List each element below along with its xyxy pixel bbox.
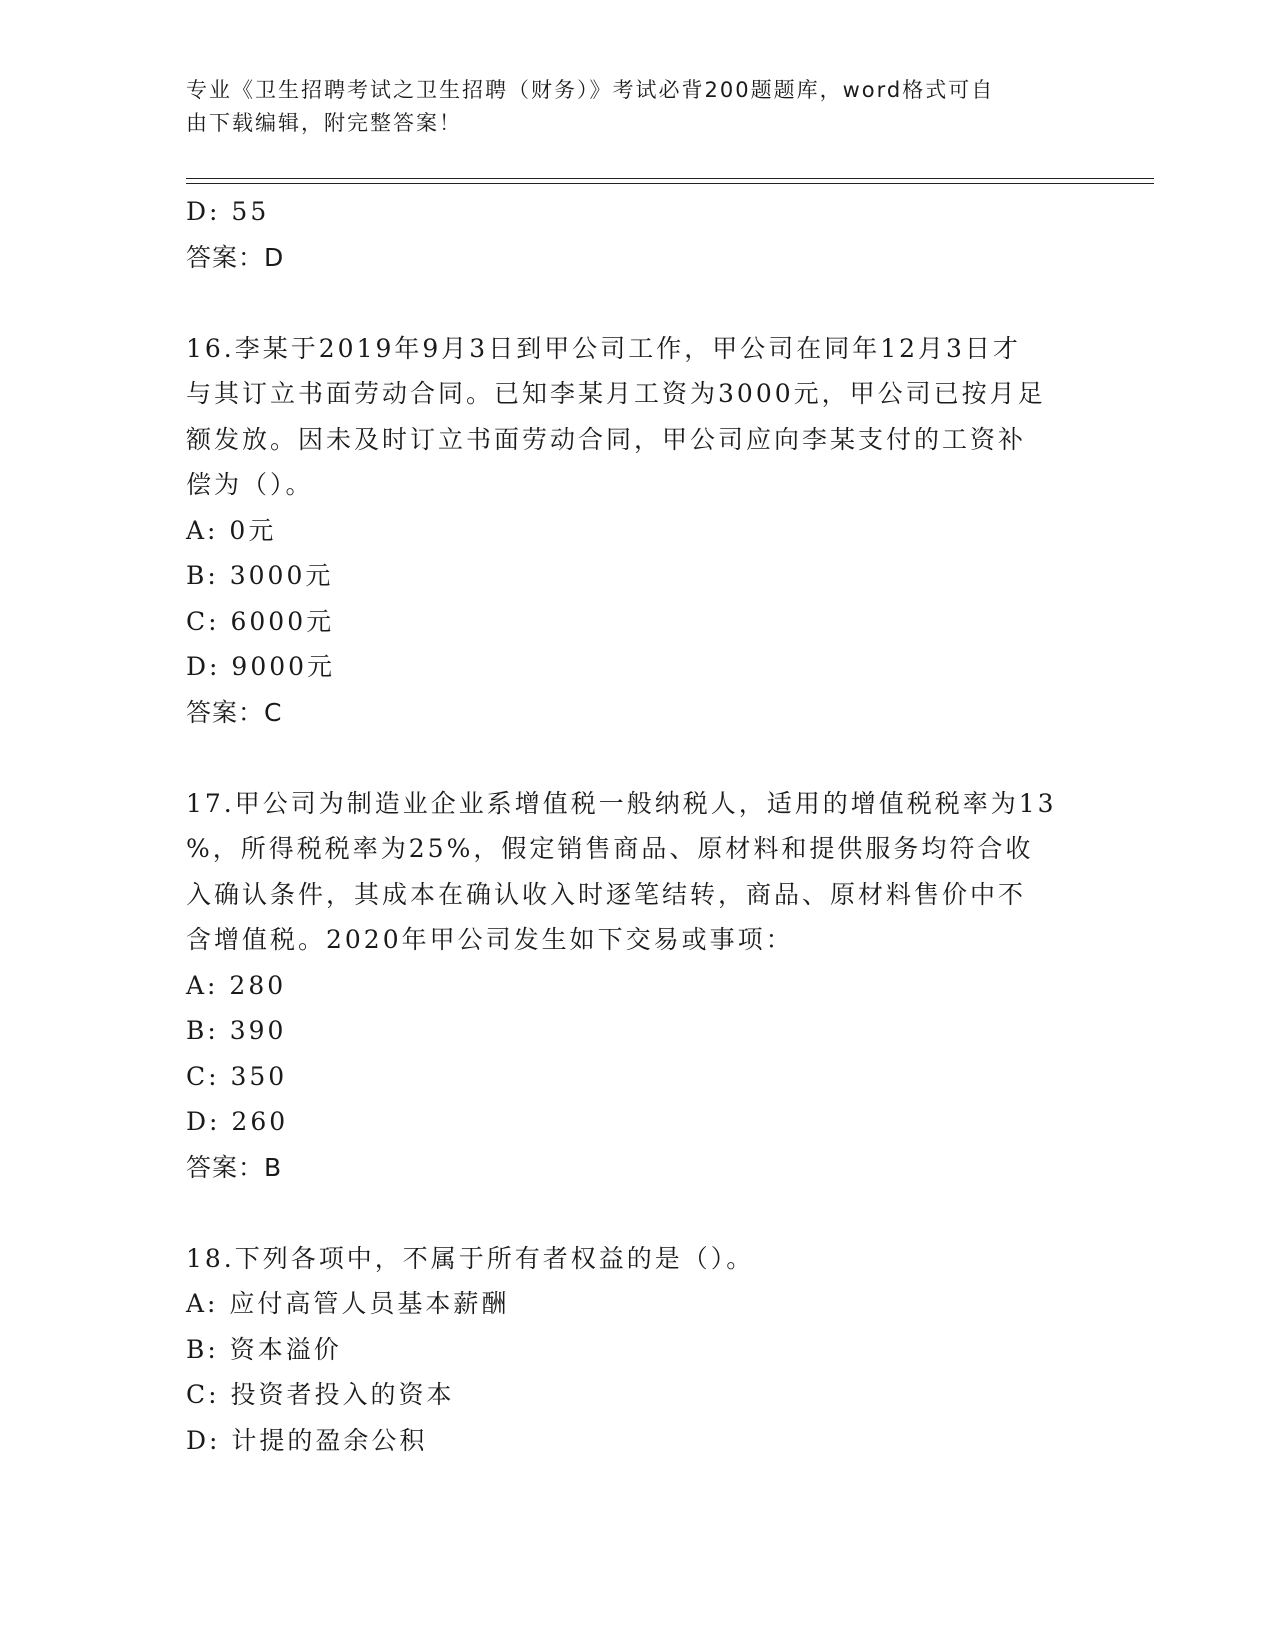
option-c: C: 350 [186, 1061, 288, 1091]
question-stem-line: 含增值税。2020年甲公司发生如下交易或事项： [186, 925, 794, 954]
question-18 [186, 1236, 1086, 1464]
option-d: D: 计提的盈余公积 [186, 1425, 428, 1455]
answer-line: 答案：B [186, 1152, 283, 1182]
option-d: D: 9000元 [186, 652, 336, 681]
header-line-1: 专业《卫生招聘考试之卫生招聘（财务）》考试必背200题题库，word格式可自 [186, 78, 995, 102]
question-stem-line: 18.下列各项中，不属于所有者权益的是（）。 [186, 1243, 755, 1273]
answer-line: 答案：C [186, 697, 283, 727]
option-b: B: 资本溢价 [186, 1334, 342, 1364]
header-divider-top [186, 178, 1154, 179]
question-stem-line: 偿为（）。 [186, 470, 314, 499]
option-d: D: 55 [186, 197, 270, 226]
document-header [186, 74, 1066, 140]
option-d: D: 260 [186, 1107, 289, 1136]
question-stem-line: 入确认条件，其成本在确认收入时逐笔结转，商品、原材料售价中不 [186, 879, 1027, 909]
option-b: B: 390 [186, 1016, 287, 1045]
option-a: A: 0元 [186, 515, 277, 545]
question-stem-line: 16.李某于2019年9月3日到甲公司工作，甲公司在同年12月3日才 [186, 333, 1021, 363]
header-line-2: 由下载编辑，附完整答案！ [186, 111, 462, 135]
option-c: C: 投资者投入的资本 [186, 1380, 455, 1409]
header-divider-bottom [186, 183, 1154, 184]
question-stem-line: 额发放。因未及时订立书面劳动合同，甲公司应向李某支付的工资补 [186, 424, 1027, 454]
option-a: A: 应付高管人员基本薪酬 [186, 1289, 510, 1318]
option-b: B: 3000元 [186, 561, 334, 590]
question-17 [186, 781, 1086, 1191]
option-a: A: 280 [186, 970, 287, 1000]
question-16 [186, 326, 1086, 736]
question-stem-line: %，所得税税率为25%，假定销售商品、原材料和提供服务均符合收 [186, 834, 1034, 863]
answer-line: 答案：D [186, 242, 285, 272]
question-stem-line: 17.甲公司为制造业企业系增值税一般纳税人，适用的增值税税率为13 [186, 788, 1057, 818]
question-stem-line: 与其订立书面劳动合同。已知李某月工资为3000元，甲公司已按月足 [186, 379, 1046, 408]
option-c: C: 6000元 [186, 606, 335, 636]
question-list [186, 189, 1086, 1463]
